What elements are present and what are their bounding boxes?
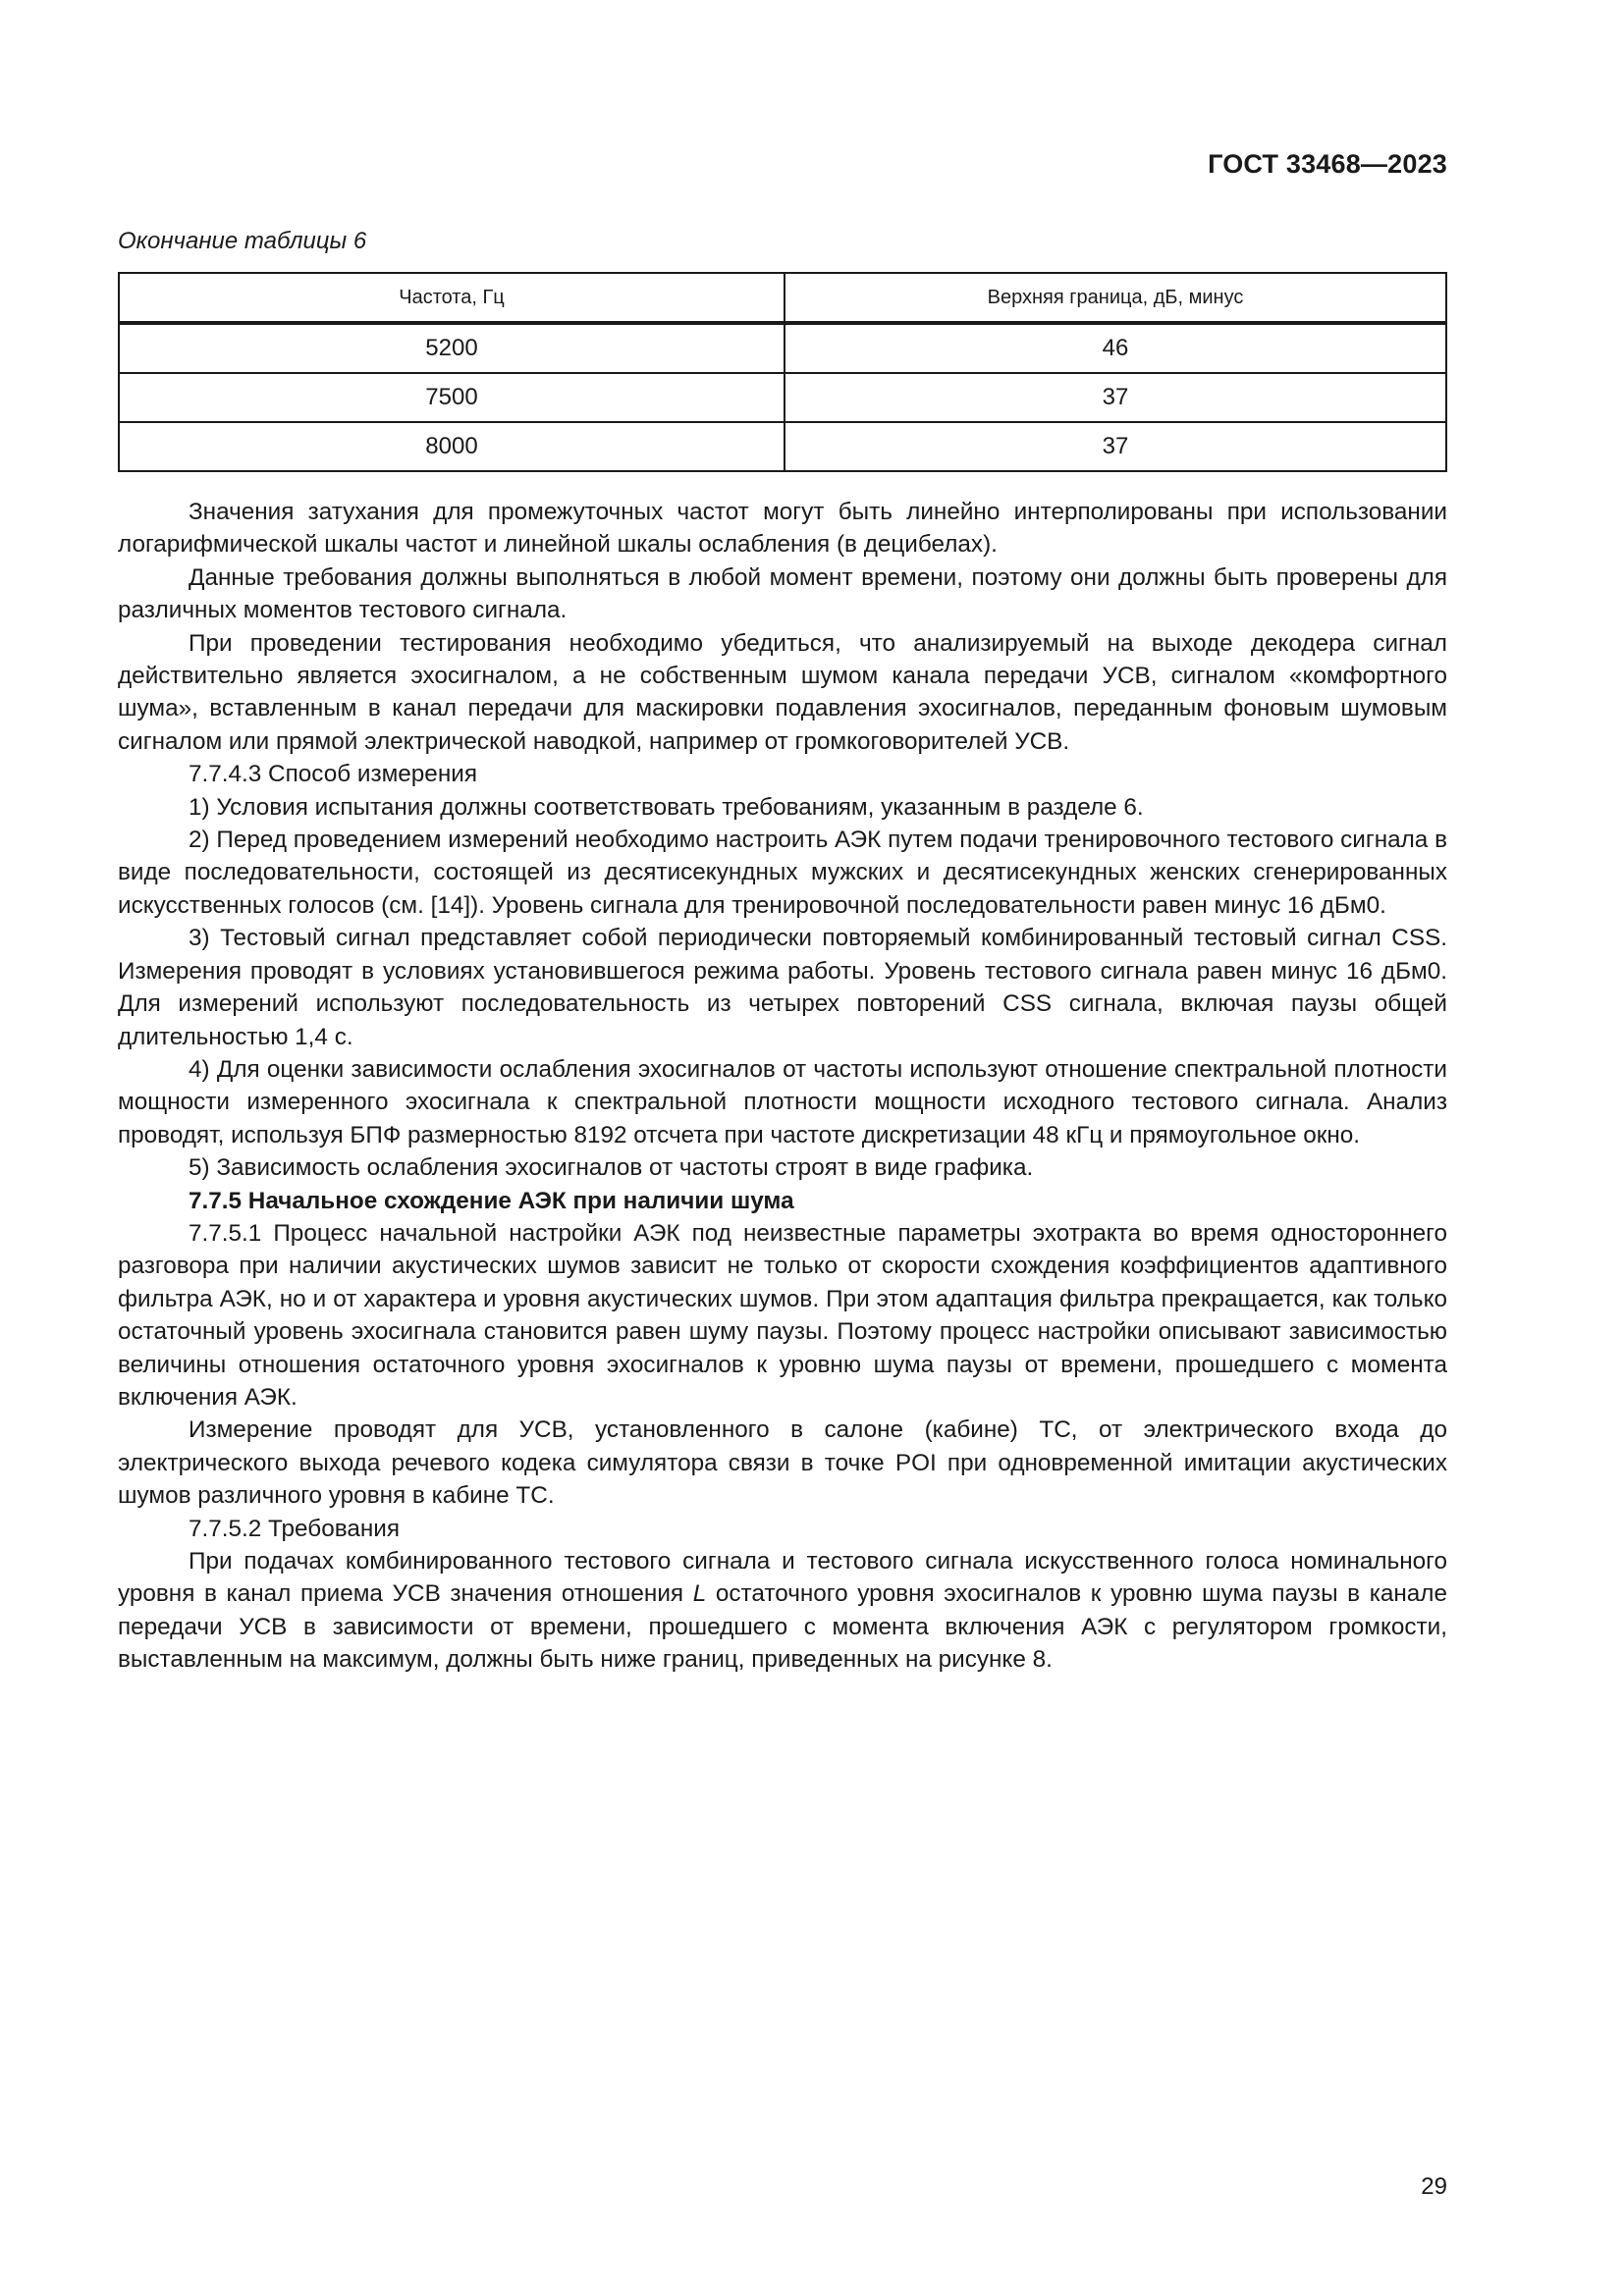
table-caption: Окончание таблицы 6 xyxy=(118,228,367,254)
list-item: 4) Для оценки зависимости ослабления эхосигналов от частоты используют отношение спектральной плотности мощности измеренного эхосигнала к спектральной плотности мощности исходного тестового сигнала. Анализ проводят, используя БПФ размерностью 8192 отсчета при частоте дискретизации 48 кГц и прямоугольное окно. xyxy=(118,1055,1447,1148)
section-heading: 7.7.5 Начальное схождение АЭК при наличии шума xyxy=(189,1187,794,1214)
table-row xyxy=(119,323,1446,373)
paragraph: Значения затухания для промежуточных частот могут быть линейно интерполированы при использовании логарифмической шкалы частот и линейной шкалы ослабления (в децибелах). xyxy=(118,499,1447,559)
table-row xyxy=(119,373,1446,422)
column-header-frequency: Частота, Гц xyxy=(119,273,785,323)
frequency-table xyxy=(118,272,1447,472)
table-cell-upper-limit: 37 xyxy=(785,373,1446,422)
paragraph: Измерение проводят для УСВ, установленного в салоне (кабине) ТС, от электрического входа до электрического выхода речевого кодека симулятора связи в точке POI при одновременной имитации акустических шумов различного уровня в кабине ТС. xyxy=(118,1416,1447,1510)
subsection-title: 7.7.5.2 Требования xyxy=(189,1515,401,1542)
list-item: 5) Зависимость ослабления эхосигналов от частоты строят в виде графика. xyxy=(189,1154,1034,1182)
list-item: 2) Перед проведением измерений необходимо настроить АЭК путем подачи тренировочного тестового сигнала в виде последовательности, состоящей из десятисекундных мужских и десятисекундных женских сгенерированных искусственных голосов (см. [14]). Уровень сигнала для тренировочной последовательности равен минус 16 дБм0. xyxy=(118,827,1447,919)
table-cell-frequency: 5200 xyxy=(119,323,785,373)
paragraph: При проведении тестирования необходимо убедиться, что анализируемый на выходе декодера сигнал действительно является эхосигналом, а не собственным шумом канала передачи УСВ, сигналом «комфортного шума», вставленным в канал передачи для маскировки подавления эхосигналов, переданным фоновым шумовым сигналом или прямой электрической наводкой, например от громкоговорителей УСВ. xyxy=(118,629,1447,755)
paragraph xyxy=(118,1545,1447,1677)
table-cell-upper-limit: 46 xyxy=(785,323,1446,373)
paragraph-text: При подачах комбинированного тестового сигнала и тестового сигнала искусственного голоса номинального уровня в канал приема УСВ значения отношения xyxy=(118,1548,1447,1608)
page-number: 29 xyxy=(1421,2173,1447,2200)
table-row xyxy=(119,422,1446,471)
subsection-title: 7.7.4.3 Способ измерения xyxy=(189,761,477,788)
column-header-upper-limit: Верхняя граница, дБ, минус xyxy=(785,273,1446,323)
table-header-row xyxy=(119,273,1446,323)
list-item: 1) Условия испытания должны соответствовать требованиям, указанным в разделе 6. xyxy=(189,793,1144,821)
list-item: 3) Тестовый сигнал представляет собой периодически повторяемый комбинированный тестовый сигнал CSS. Измерения проводят в условиях установившегося режима работы. Уровень тестового сигнала равен минус 16 дБм0. Для измерений используют последовательность из четырех повторений CSS сигнала, включая паузы общей длительностью 1,4 с. xyxy=(118,925,1447,1050)
variable-symbol: L xyxy=(692,1580,707,1608)
body-text xyxy=(118,496,1447,1677)
paragraph-text: остаточного уровня эхосигналов к уровню шума паузы в канале передачи УСВ в зависимости от времени, прошедшего с момента включения АЭК с регулятором громкости, выставленным на максимум, должны быть ниже границ, приведенных на рисунке 8. xyxy=(118,1580,1447,1674)
document-header: ГОСТ 33468—2023 xyxy=(1208,149,1447,179)
table-cell-frequency: 8000 xyxy=(119,422,785,471)
table-cell-upper-limit: 37 xyxy=(785,422,1446,471)
table-cell-frequency: 7500 xyxy=(119,373,785,422)
paragraph: 7.7.5.1 Процесс начальной настройки АЭК под неизвестные параметры эхотракта во время одностороннего разговора при наличии акустических шумов зависит не только от скорости схождения коэффициентов адаптивного фильтра АЭК, но и от характера и уровня акустических шумов. При этом адаптация фильтра прекращается, как только остаточный уровень эхосигнала становится равен шуму паузы. Поэтому процесс настройки описывают зависимостью величины отношения остаточного уровня эхосигналов к уровню шума паузы от времени, прошедшего с момента включения АЭК. xyxy=(118,1219,1447,1411)
paragraph: Данные требования должны выполняться в любой момент времени, поэтому они должны быть проверены для различных моментов тестового сигнала. xyxy=(118,563,1447,624)
